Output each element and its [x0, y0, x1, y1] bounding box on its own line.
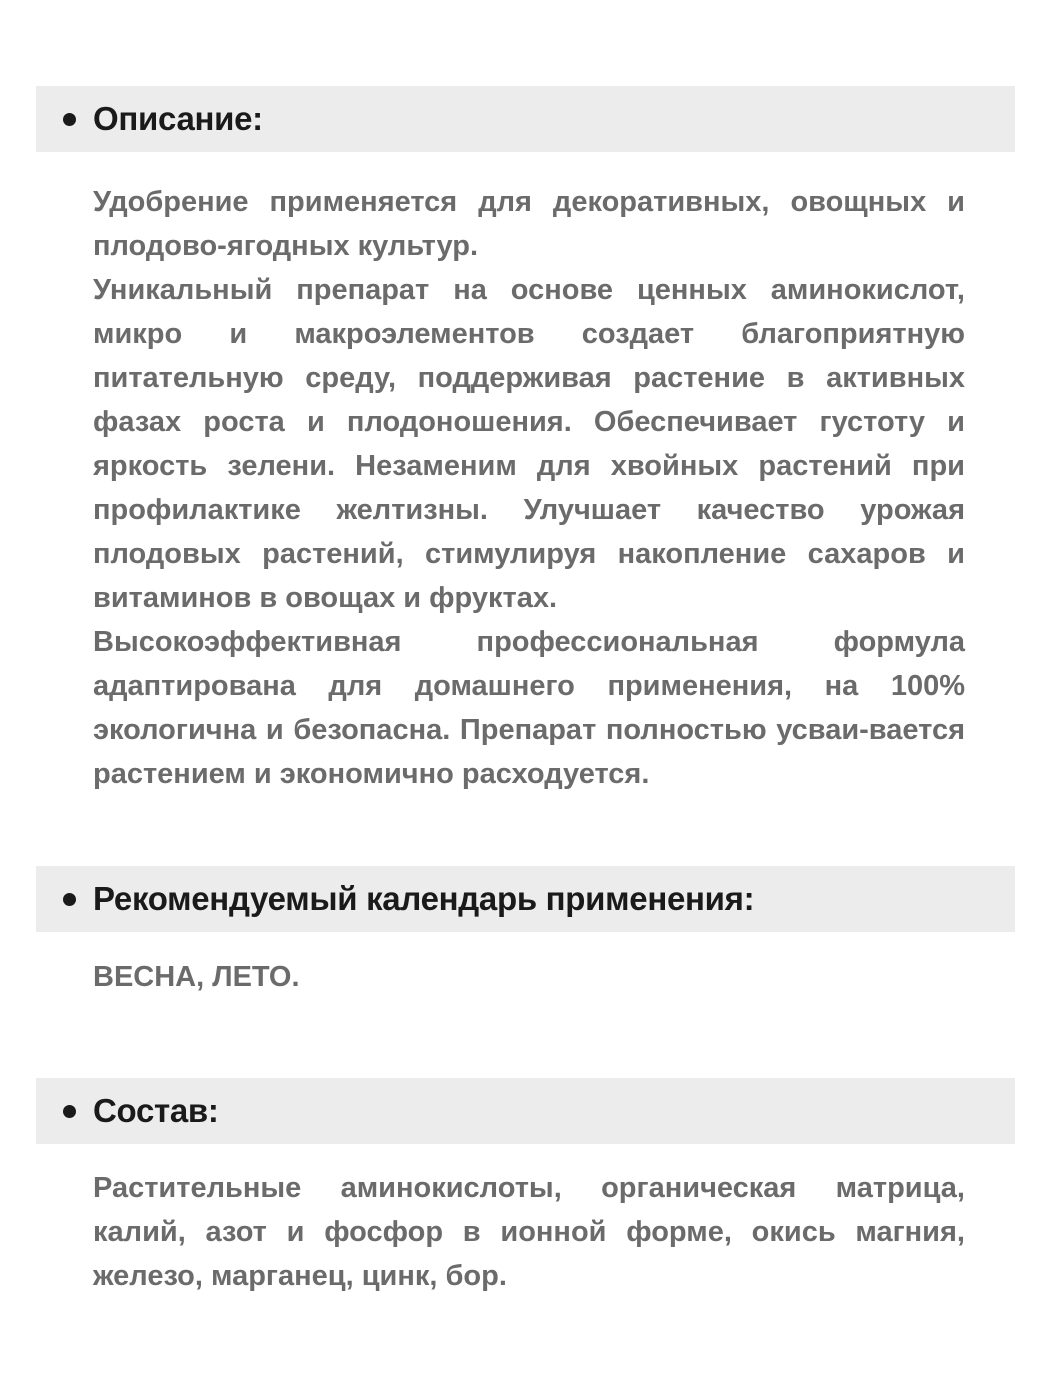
- composition-body: [93, 1166, 965, 1298]
- calendar-header: [36, 866, 1015, 932]
- calendar-body: [93, 955, 965, 999]
- description-paragraph: Высокоэффективная профессиональная формула адаптирована для домашнего применения, на 100% экологична и безопасна. Препарат полностью усваи-вается растением и экономично расходуется.: [93, 626, 965, 790]
- composition-header: [36, 1078, 1015, 1144]
- bullet-icon: [63, 893, 76, 906]
- bullet-icon: [63, 1105, 76, 1118]
- description-paragraph: Уникальный препарат на основе ценных аминокислот, микро и макроэлементов создает благоприятную питательную среду, поддерживая растение в активных фазах роста и плодоношения. Обеспечивает густоту и яркость зелени. Незаменим для хвойных растений при профилактике желтизны. Улучшает качество урожая плодовых растений, стимулируя накопление сахаров и витаминов в овощах и фруктах.: [93, 274, 965, 614]
- composition-title: Состав:: [93, 1092, 219, 1129]
- composition-text: Растительные аминокислоты, органическая матрица, калий, азот и фосфор в ионной форме, окись магния, железо, марганец, цинк, бор.: [93, 1172, 965, 1292]
- calendar-text: ВЕСНА, ЛЕТО.: [93, 961, 300, 993]
- description-paragraph: Удобрение применяется для декоративных, овощных и плодово-ягодных культур.: [93, 186, 965, 262]
- bullet-icon: [63, 113, 76, 126]
- calendar-title: Рекомендуемый календарь применения:: [93, 880, 755, 917]
- description-body: [93, 180, 965, 796]
- description-header: [36, 86, 1015, 152]
- description-title: Описание:: [93, 100, 263, 137]
